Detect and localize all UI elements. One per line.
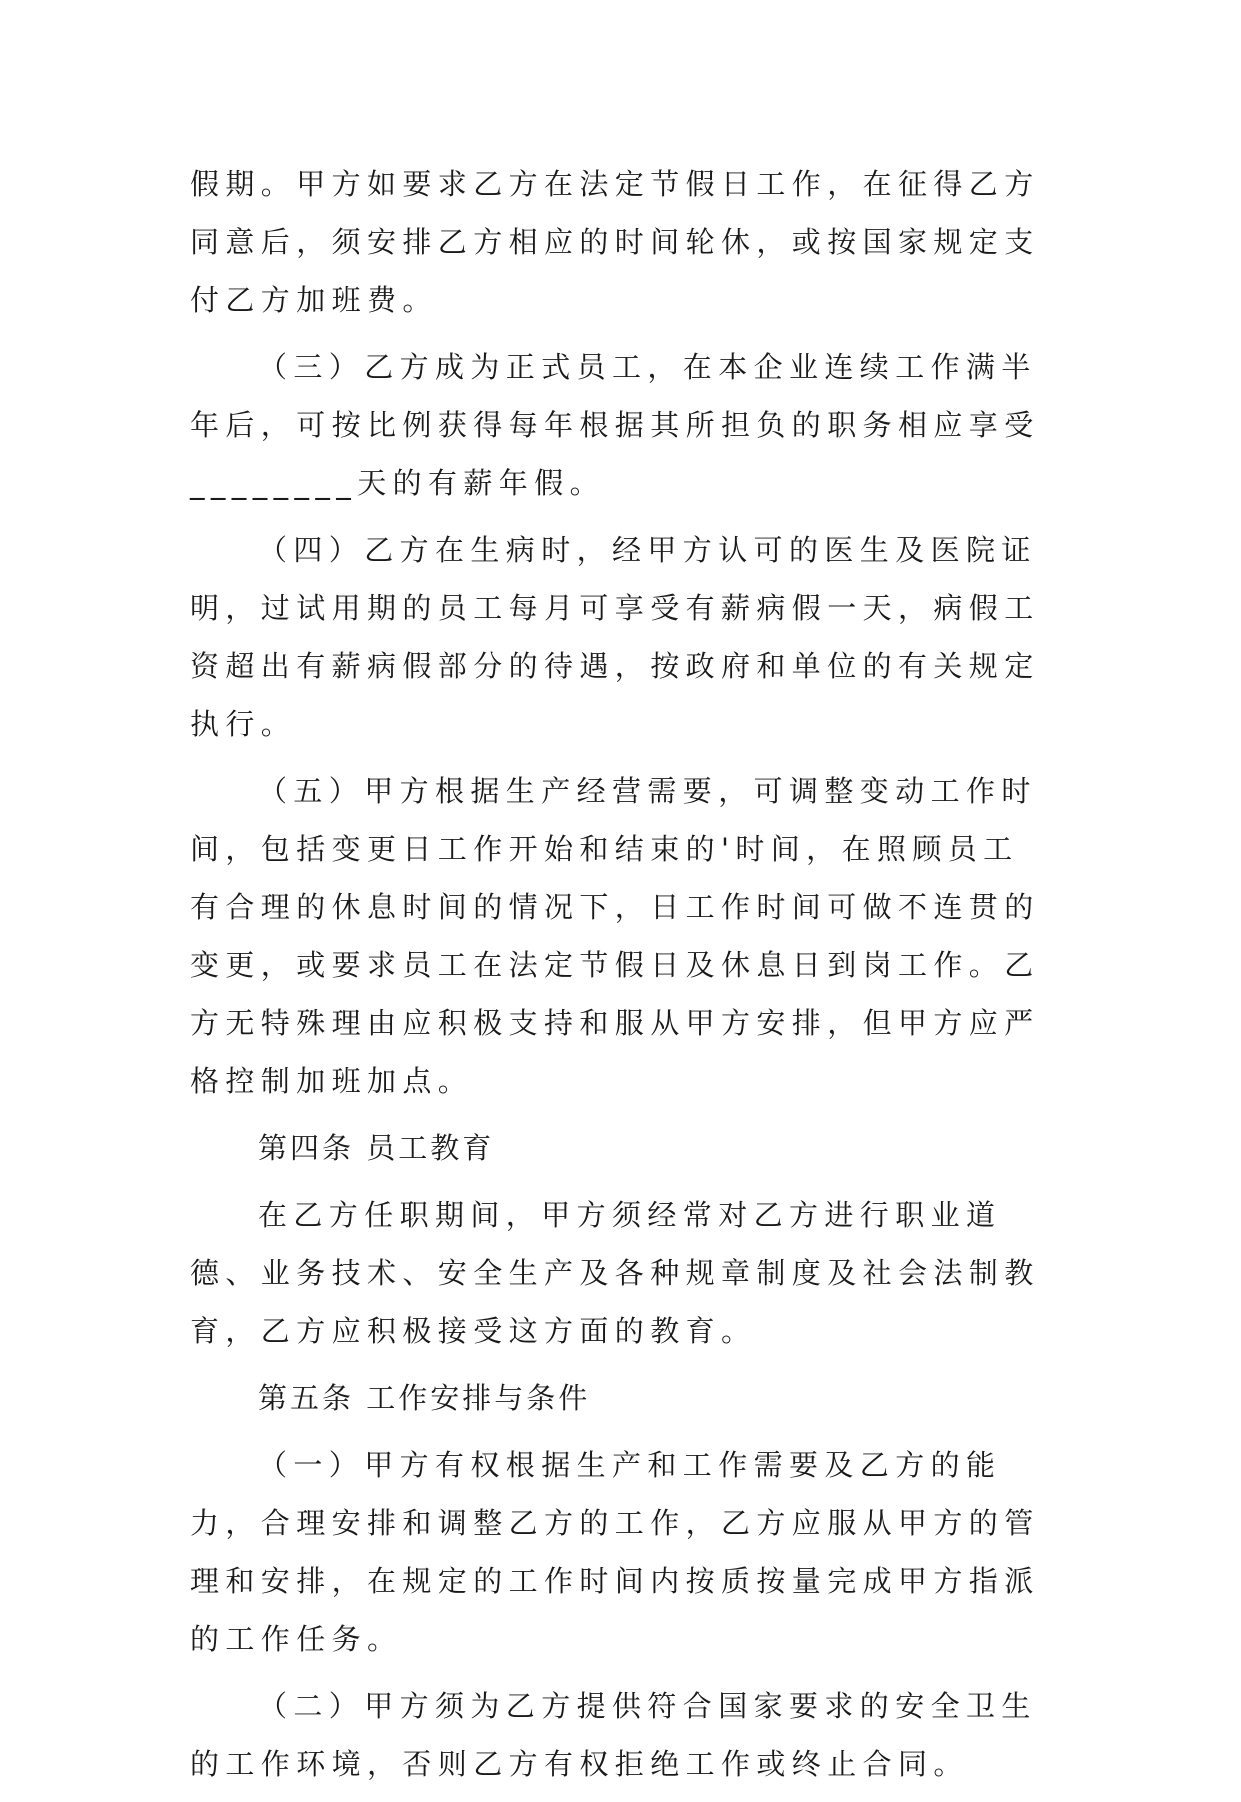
paragraph-work-arrangement: （一）甲方有权根据生产和工作需要及乙方的能力，合理安排和调整乙方的工作，乙方应服从甲方的管理和安排，在规定的工作时间内按质按量完成甲方指派的工作任务。: [190, 1448, 1040, 1656]
paragraph-annual-leave: （三）乙方成为正式员工，在本企业连续工作满半年后，可按比例获得每年根据其所担负的职务相应享受________天的有薪年假。: [190, 350, 1040, 500]
paragraph-work-time-adjustment: （五）甲方根据生产经营需要，可调整变动工作时间，包括变更日工作开始和结束的'时间，在照顾员工有合理的休息时间的情况下，日工作时间可做不连贯的变更，或要求员工在法定节假日及休息日到岗工作。乙方无特殊理由应积极支持和服从甲方安排，但甲方应严格控制加班加点。: [190, 774, 1040, 1098]
document-body: [190, 155, 1050, 1802]
article-5-heading: 第五条 工作安排与条件: [258, 1381, 591, 1415]
article-4-heading: 第四条 员工教育: [258, 1131, 495, 1165]
paragraph-holiday-work: 假期。甲方如要求乙方在法定节假日工作，在征得乙方同意后，须安排乙方相应的时间轮休，或按国家规定支付乙方加班费。: [190, 167, 1040, 317]
paragraph-employee-education: 在乙方任职期间，甲方须经常对乙方进行职业道德、业务技术、安全生产及各种规章制度及社会法制教育，乙方应积极接受这方面的教育。: [190, 1198, 1040, 1348]
paragraph-safe-environment: （二）甲方须为乙方提供符合国家要求的安全卫生的工作环境，否则乙方有权拒绝工作或终止合同。: [190, 1689, 1037, 1781]
paragraph-sick-leave: （四）乙方在生病时，经甲方认可的医生及医院证明，过试用期的员工每月可享受有薪病假一天，病假工资超出有薪病假部分的待遇，按政府和单位的有关规定执行。: [190, 533, 1040, 741]
